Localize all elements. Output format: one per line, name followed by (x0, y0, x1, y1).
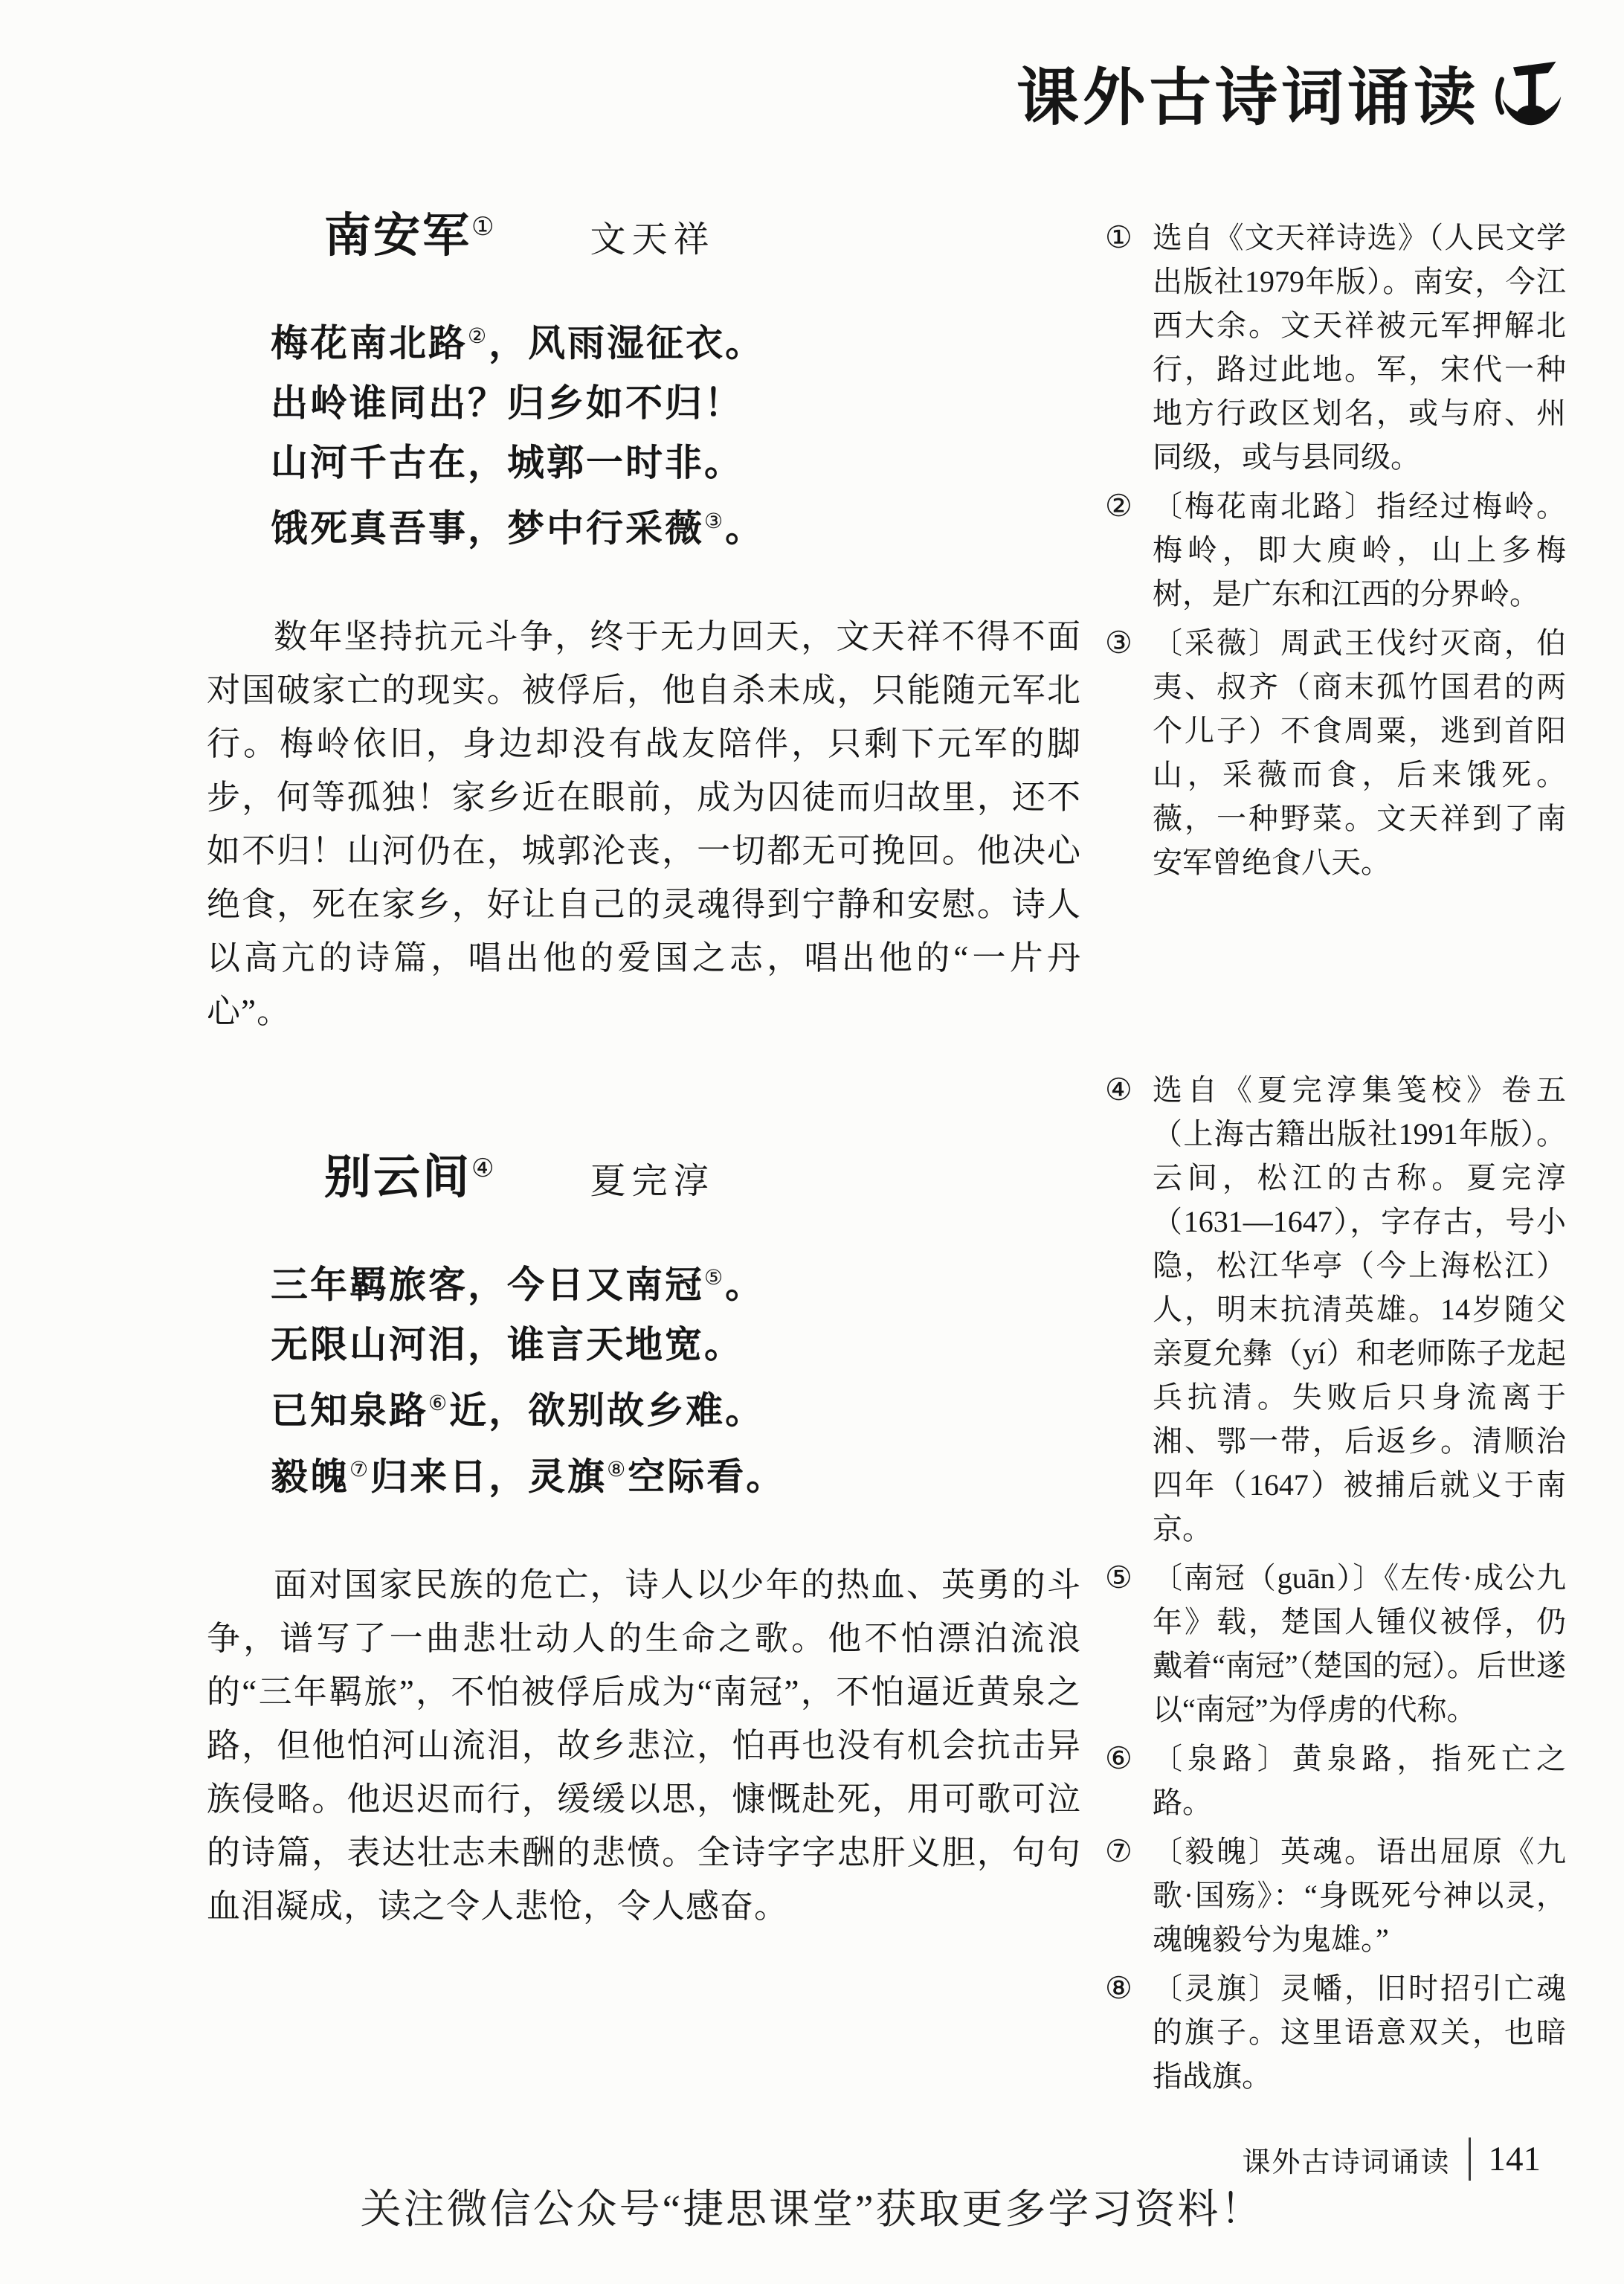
annotation-marker: ⑥ (1105, 1741, 1132, 1775)
annotation-item (1105, 216, 1566, 479)
annotation-text: 选自《文天祥诗选》（人民文学出版社1979年版）。南安，今江西大余。文天祥被元军押解北行，路过此地。军，宋代一种地方行政区划名，或与府、州同级，或与县同级。 (1153, 221, 1566, 474)
poem-commentary: 数年坚持抗元斗争，终于无力回天，文天祥不得不面对国破家亡的现实。被俘后，他自杀未成，只能随元军北行。梅岭依旧，身边却没有战友陪伴，只剩下元军的脚步，何等孤独！家乡近在眼前，成为囚徒而归故里，还不如不归！山河仍在，城郭沦丧，一切都无可挽回。他决心绝食，死在家乡，好让自己的灵魂得到宁静和安慰。诗人以高亢的诗篇，唱出他的爱国之志，唱出他的“一片丹心”。 (207, 618, 1081, 1031)
annotation-text: 〔泉路〕黄泉路，指死亡之路。 (1153, 1742, 1566, 1819)
annotation-text: 〔梅花南北路〕指经过梅岭。梅岭，即大庾岭，山上多梅树，是广东和江西的分界岭。 (1153, 489, 1566, 611)
poem-title (324, 1139, 496, 1207)
annotation-marker: ⑤ (1105, 1560, 1132, 1595)
poem-section-nananjun (207, 198, 1081, 1038)
watermark-text: 关注微信公众号“捷思课堂”获取更多学习资料！ (360, 2187, 1264, 2232)
anchor-icon (1495, 53, 1566, 133)
annotation-text: 〔南冠（guān）〕《左传·成公九年》载，楚国人锺仪被俘，仍戴着“南冠”（楚国的冠）。后世遂以“南冠”为俘虏的代称。 (1153, 1561, 1566, 1726)
poem-text (271, 307, 1081, 558)
poem-title (324, 198, 496, 266)
annotation-marker: ⑦ (1105, 1834, 1132, 1868)
annotation-marker: ① (1105, 220, 1132, 254)
page-number: 141 (1488, 2140, 1541, 2178)
poem-line: 无限山河泪，谁言天地宽。 (271, 1323, 744, 1365)
poem-text (271, 1249, 1081, 1506)
annotation-marker: ④ (1105, 1072, 1132, 1107)
poem-line: 三年羁旅客，今日又南冠⑤。 (271, 1264, 765, 1306)
annotation-item (1105, 1737, 1566, 1824)
poem-commentary: 面对国家民族的危亡，诗人以少年的热血、英勇的斗争，谱写了一曲悲壮动人的生命之歌。他不怕漂泊流浪的“三年羁旅”，不怕被俘后成为“南冠”，不怕逼近黄泉之路，但他怕河山流泪，故乡悲泣，怕再也没有机会抗击异族侵略。他迟迟而行，缓缓以思，慷慨赴死，用可歌可泣的诗篇，表达壮志未酬的悲愤。全诗字字忠肝义胆，句句血泪凝成，读之令人悲怆，令人感奋。 (207, 1566, 1081, 1926)
annotation-item (1105, 1830, 1566, 1961)
annotation-item (1105, 621, 1566, 884)
page-header (1016, 48, 1566, 138)
footer-divider (1469, 2137, 1471, 2181)
poem-line: 已知泉路⑥近，欲别故乡难。 (271, 1389, 765, 1432)
annotation-item (1105, 484, 1566, 616)
footnote-marker: ② (468, 325, 489, 348)
annotation-text: 选自《夏完淳集笺校》卷五（上海古籍出版社1991年版）。云间，松江的古称。夏完淳（1631—1647），字存古，号小隐，松江华亭（今上海松江）人，明末抗清英雄。14岁随父亲夏允彝（yí）和老师陈子龙起兵抗清。失败后只身流离于湘、鄂一带，后返乡。清顺治四年（1647）被捕后就义于南京。 (1153, 1073, 1566, 1545)
page-footer (1242, 2137, 1541, 2181)
footer-section-title: 课外古诗词诵读 (1242, 2146, 1451, 2178)
footnote-marker: ③ (704, 509, 726, 533)
poem-title-row (324, 1139, 1081, 1207)
footnote-marker: ⑦ (349, 1458, 371, 1482)
footnote-marker: ⑤ (704, 1267, 726, 1290)
poem-title-text: 南安军 (324, 210, 471, 262)
poem-title-row (324, 198, 1081, 266)
annotations-group-2 (1105, 1068, 1566, 2103)
annotation-marker: ③ (1105, 625, 1132, 660)
footnote-marker: ⑥ (428, 1392, 450, 1415)
annotation-item (1105, 1068, 1566, 1551)
annotation-item (1105, 1966, 1566, 2098)
page-header-title: 课外古诗词诵读 (1016, 64, 1480, 133)
poem-title-footnote-marker: ① (471, 213, 497, 241)
poem-title-footnote-marker: ④ (471, 1155, 497, 1183)
annotation-marker: ② (1105, 489, 1132, 523)
poem-author: 夏完淳 (590, 1162, 715, 1202)
poem-line: 梅花南北路②，风雨湿征衣。 (271, 322, 765, 364)
footnote-marker: ⑧ (607, 1458, 628, 1482)
poem-line: 饿死真吾事，梦中行采薇③。 (271, 507, 765, 550)
annotations-group-1 (1105, 216, 1566, 890)
poem-line: 山河千古在，城郭一时非。 (271, 441, 744, 483)
poem-title-text: 别云间 (324, 1151, 471, 1204)
poem-line: 出岭谁同出？归乡如不归！ (271, 382, 744, 424)
poem-section-bieyunjian (207, 1139, 1081, 1933)
annotation-text: 〔采薇〕周武王伐纣灭商，伯夷、叔齐（商末孤竹国君的两个儿子）不食周粟，逃到首阳山，采薇而食，后来饿死。薇，一种野菜。文天祥到了南安军曾绝食八天。 (1153, 626, 1566, 879)
annotation-marker: ⑧ (1105, 1971, 1132, 2005)
annotation-text: 〔毅魄〕英魂。语出屈原《九歌·国殇》：“身既死兮神以灵，魂魄毅兮为鬼雄。” (1153, 1835, 1566, 1956)
main-column (207, 198, 1081, 1933)
annotation-text: 〔灵旗〕灵幡，旧时招引亡魂的旗子。这里语意双关，也暗指战旗。 (1153, 1972, 1566, 2093)
annotation-item (1105, 1556, 1566, 1731)
poem-author: 文天祥 (590, 220, 715, 260)
poem-line: 毅魄⑦归来日，灵旗⑧空际看。 (271, 1455, 786, 1498)
